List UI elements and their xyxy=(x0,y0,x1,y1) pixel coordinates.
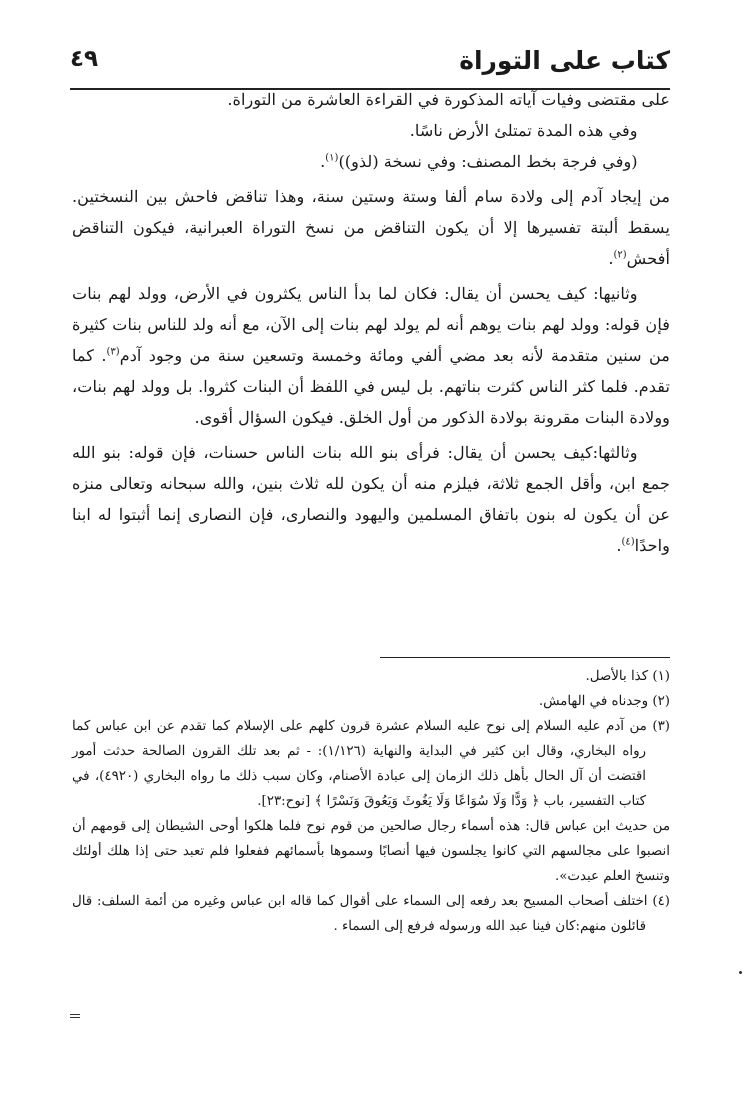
main-text xyxy=(72,84,670,561)
footnote-4: (٤) اختلف أصحاب المسيح بعد رفعه إلى السماء على أقوال كما قاله ابن عباس وغيره من أئمة السلف: قال قائلون منهم:كان فينا عبد الله ورسوله فرفع إلى السماء . xyxy=(72,894,670,934)
paragraph-2: وفي هذه المدة تمتلئ الأرض ناسًا. xyxy=(409,121,638,140)
footnotes xyxy=(72,664,670,939)
footnote-3-continuation: من حديث ابن عباس قال: هذه أسماء رجال صالحين من قوم نوح فلما هلكوا أوحى الشيطان إلى قومهم أن انصبوا على مجالسهم التي كانوا يجلسون فيها أنصابًا وسموها بأسمائهم ففعلوا فلم تعبد حتى إذا هلك أولئك وتنسخ العلم عبدت». xyxy=(72,819,670,884)
paragraph-6-text: وثالثها:كيف يحسن أن يقال: فرأى بنو الله بنات الناس حسنات، فإن قوله: بنو الله جمع ابن، وأقل الجمع ثلاثة، فيلزم منه أن يكون لله ثلاث بنين، والله سبحانه وتعالى منزه عن أن يكون له بنون باتفاق المسلمين واليهود والنصارى، فإن النصارى إنما أثبتوا له ابنا واحدًا xyxy=(72,443,670,555)
footnote-2: (٢) وجدناه في الهامش. xyxy=(538,694,670,709)
footnote-ref-3: (٣) xyxy=(106,346,120,358)
paragraph-5-text-a: وثانيها: كيف يحسن أن يقال: فكان لما بدأ الناس يكثرون في الأرض، وولد لهم بنات فإن قوله: وولد لهم بنات يوهم أنه لم يولد لهم بنات إلى الآن، مع أنه ولد للناس بنات كثيرة من سنين متقدمة لأنه بعد مضي ألفي ومائة وخمسة وتسعين سنة من وجود آدم xyxy=(72,284,670,365)
paragraph-3 xyxy=(72,146,670,177)
page-header xyxy=(70,40,670,86)
paragraph-3-text: (وفي فرجة بخط المصنف: وفي نسخة (لذو)) xyxy=(338,152,638,171)
footnote-ref-1: (١) xyxy=(325,152,339,164)
footnote-ref-4: (٤) xyxy=(621,536,635,548)
footnote-ref-2: (٢) xyxy=(613,249,627,261)
page-end-mark xyxy=(70,1014,80,1020)
margin-dot xyxy=(739,971,742,974)
running-title: كتاب على التوراة xyxy=(459,46,670,75)
paragraph-5 xyxy=(72,278,670,433)
paragraph-4-text: من إيجاد آدم إلى ولادة سام ألفا وستة وستين سنة، وهذا تناقض فاحش بين النسختين. يسقط ألبتة تفسيرها إلا أن يكون التناقض من نسخ التوراة العبرانية، فيكون التناقض أفحش xyxy=(72,187,670,268)
paragraph-6 xyxy=(72,437,670,561)
footnote-separator xyxy=(380,657,670,658)
page-number: ٤٩ xyxy=(70,46,99,72)
paragraph-4-end: . xyxy=(608,249,614,268)
footnote-3: (٣) من آدم عليه السلام إلى نوح عليه السلام عشرة قرون كلهم على الإسلام كما تقدم عن ابن عباس كما رواه البخاري، وقال ابن كثير في البداية والنهاية (١/١٢٦): - ثم بعد تلك القرون الصالحة حدثت أمور اقتضت أن آل الحال بأهل ذلك الزمان إلى عبادة الأصنام، وكان سبب ذلك ما رواه البخاري (٤٩٢٠)، في كتاب التفسير، باب ﴿ وَدًّا وَلَا سُوَاعًا وَلَا يَغُوثَ وَيَعُوقَ وَنَسْرًا ﴾ [نوح:٢٣]. xyxy=(72,719,670,809)
paragraph-4 xyxy=(72,181,670,274)
paragraph-1: على مقتضى وفيات آياته المذكورة في القراءة العاشرة من التوراة. xyxy=(227,90,670,109)
paragraph-5-text-b: . كما تقدم. فلما كثر الناس كثرت بناتهم. بل ليس في اللفظ أن البنات كثروا. بل وولد لهم بنات، وولادة البنات مقرونة بولادة الذكور من أول الخلق. فيكون السؤال أقوى. xyxy=(72,346,670,427)
paragraph-6-end: . xyxy=(616,536,622,555)
paragraph-3-end: . xyxy=(320,152,326,171)
footnote-1: (١) كذا بالأصل. xyxy=(585,669,670,684)
